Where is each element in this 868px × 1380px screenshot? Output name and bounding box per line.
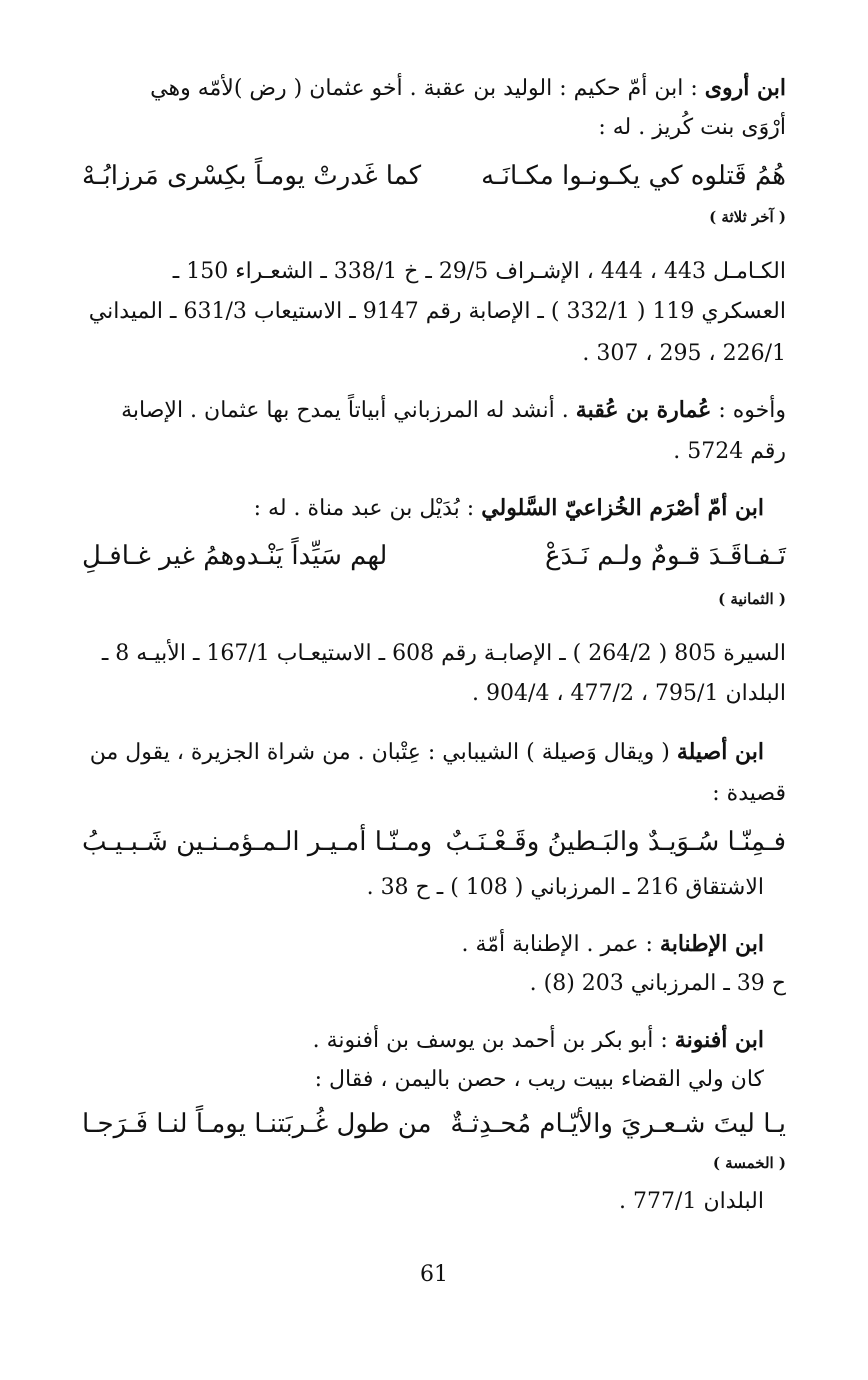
entry-2-text: . أنشد له المرزباني أبياتاً يمدح بها عثمان . الإصابة (121, 398, 576, 423)
entry-3-verse (82, 536, 786, 576)
entry-1-verse (82, 156, 786, 196)
entry-1-ref-3: 226/1 ، 295 ، 307 . (582, 341, 786, 366)
entry-2-line-2: رقم 5724 . (673, 439, 786, 464)
entry-6-heading: ابن أفنونة (674, 1027, 764, 1053)
entry-1-line-2: أرْوَى بنت كُريز . له : (598, 115, 786, 140)
entry-4-line-2: قصيدة : (712, 781, 786, 806)
entry-1-ref-2: العسكري 119 ( 332/1 ) ـ الإصابة رقم 9147 ـ الاستيعاب 631/3 ـ الميداني (88, 299, 786, 324)
entry-4-verse-second-hemistich: ومـنّـا أمـيـر الـمـؤمـنـين شَـبـيـبُ (82, 827, 433, 857)
entry-3-ref-1: السيرة 805 ( 264/2 ) ـ الإصابـة رقم 608 ـ الاستيعـاب 167/1 ـ الأبيـه 8 ـ (101, 641, 786, 666)
entry-5-text: : عمر . الإطنابة أمّة . (461, 932, 660, 957)
entry-2-heading: عُمارة بن عُقبة (575, 397, 712, 423)
entry-1-verse-first-hemistich: هُمُ قَتلوه كي يكـونـوا مكـانَـه (481, 161, 786, 191)
entry-6-verse-first-hemistich: يـا ليتَ شـعـريَ والأيّـام مُحـدِثـةٌ (450, 1109, 786, 1139)
entry-1-ref-1: الكـامـل 443 ، 444 ، الإشـراف 29/5 ـ خ 338/1 ـ الشعـراء 150 ـ (172, 259, 786, 284)
entry-2-prefix: وأخوه : (711, 398, 786, 423)
entry-3-line-1 (254, 490, 764, 527)
entry-6-verse-second-hemistich: من طول غُـربَتنـا يومـاً لنـا فَـرَجـا (82, 1109, 432, 1139)
entry-4-text: ( ويقال وَصيلة ) الشيبابي : عِتْبان . من شراة الجزيرة ، يقول من (89, 740, 677, 765)
page-number: 61 (420, 1262, 448, 1287)
entry-4-line-1 (90, 734, 764, 771)
entry-6-text: : أبو بكر بن أحمد بن يوسف بن أفنونة . (312, 1028, 675, 1053)
entry-4-verse (82, 822, 786, 862)
entry-3-verse-first-hemistich: تَـفـاقَـدَ قـومٌ ولـم نَـدَعْ (544, 541, 786, 571)
entry-6-verse (82, 1104, 786, 1144)
entry-2-line-1 (121, 392, 786, 429)
entry-3-verse-second-hemistich: لهم سَيِّداً يَنْـدوهمُ غير غـافـلِ (82, 541, 388, 571)
entry-1-verse-second-hemistich: كما غَدرتْ يومـاً بكِسْرى مَرزابُـهْ (82, 161, 422, 191)
entry-5-line-1 (461, 926, 764, 963)
entry-6-line-2: كان ولي القضاء ببيت ريب ، حصن باليمن ، فقال : (314, 1067, 764, 1092)
entry-5-heading: ابن الإطنابة (659, 931, 764, 957)
entry-3-ref-2: البلدان 795/1 ، 477/2 ، 904/4 . (472, 681, 786, 706)
entry-1-heading: ابن أروى (704, 75, 786, 101)
entry-6-ref-1: البلدان 777/1 . (619, 1189, 764, 1214)
entry-5-ref-1: ح 39 ـ المرزباني 203 (8) . (529, 971, 786, 996)
entry-1-meter: ( آخر ثلاثة ) (709, 208, 786, 226)
entry-4-verse-first-hemistich: فـمِنّـا سُـوَيـدٌ والبَـطينُ وقَـعْـنَـبٌ (445, 827, 786, 857)
entry-6-meter: ( الخمسة ) (712, 1154, 786, 1172)
entry-4-heading: ابن أصيلة (676, 739, 764, 765)
entry-6-line-1 (313, 1022, 764, 1059)
entry-1-line-1 (150, 70, 786, 107)
entry-3-meter: ( الثمانية ) (718, 590, 786, 608)
entry-3-heading: ابن أمّ أصْرَم الخُزاعيّ السَّلولي (481, 495, 764, 521)
entry-3-text: : بُدَيْل بن عبد مناة . له : (253, 496, 482, 521)
entry-1-text: : ابن أمّ حكيم : الوليد بن عقبة . أخو عثمان ( رض )لأمّه وهي (150, 76, 705, 101)
entry-4-ref-1: الاشتقاق 216 ـ المرزباني ( 108 ) ـ ح 38 . (366, 875, 764, 900)
